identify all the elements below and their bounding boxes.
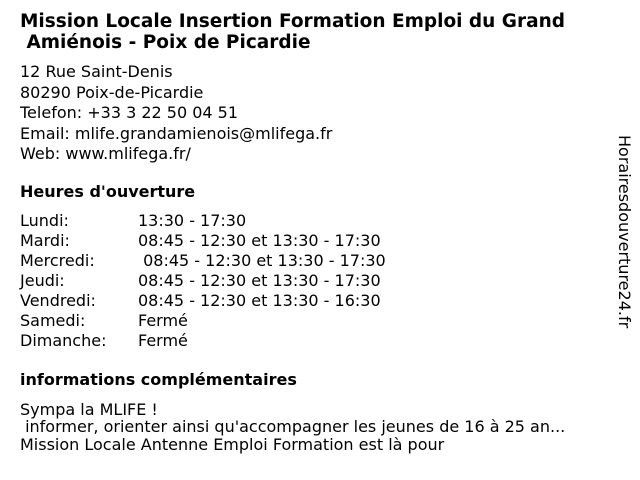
hours-row-lundi: [20, 211, 386, 231]
opening-hours-table: [20, 211, 386, 351]
day-hours: Fermé: [138, 330, 188, 350]
title-line-1: Mission Locale Insertion Formation Emploi du Grand: [20, 11, 565, 32]
day-hours: 08:45 - 12:30 et 13:30 - 17:30: [138, 230, 381, 250]
day-label: Mercredi:: [20, 250, 95, 270]
day-hours: 08:45 - 12:30 et 13:30 - 17:30: [138, 250, 386, 270]
day-hours: Fermé: [138, 310, 188, 330]
day-label: Dimanche:: [20, 330, 107, 350]
day-label: Vendredi:: [20, 290, 96, 310]
hours-row-samedi: [20, 311, 386, 331]
city-postcode: 80290 Poix-de-Picardie: [20, 82, 204, 102]
hours-row-mardi: [20, 231, 386, 251]
info-line-1: Sympa la MLIFE !: [20, 399, 158, 419]
phone-number: Telefon: +33 3 22 50 04 51: [20, 103, 239, 122]
info-line-2: informer, orienter ainsi qu'accompagner les jeunes de 16 à 25 an...: [20, 417, 566, 436]
site-watermark: Horairesdouverture24.fr: [615, 135, 634, 329]
day-label: Samedi:: [20, 310, 86, 330]
hours-row-jeudi: [20, 271, 386, 291]
hours-row-dimanche: [20, 331, 386, 351]
additional-info-text: [20, 401, 620, 454]
day-hours: 13:30 - 17:30: [138, 210, 247, 230]
page-title: [20, 11, 620, 53]
title-line-2: Amiénois - Poix de Picardie: [20, 32, 311, 53]
additional-info-heading: informations complémentaires: [20, 369, 297, 389]
day-label: Lundi:: [20, 210, 69, 230]
email-address: Email: mlife.grandamienois@mlifega.fr: [20, 123, 333, 143]
day-hours: 08:45 - 12:30 et 13:30 - 17:30: [138, 270, 381, 290]
website-url: Web: www.mlifega.fr/: [20, 144, 191, 163]
day-label: Jeudi:: [20, 270, 65, 290]
business-listing: [20, 11, 620, 453]
day-hours: 08:45 - 12:30 et 13:30 - 16:30: [138, 290, 381, 310]
street-address: 12 Rue Saint-Denis: [20, 62, 173, 81]
info-line-3: Mission Locale Antenne Emploi Formation est là pour: [20, 434, 445, 454]
hours-row-vendredi: [20, 291, 386, 311]
day-label: Mardi:: [20, 230, 70, 250]
opening-hours-heading: Heures d'ouverture: [20, 181, 196, 201]
hours-row-mercredi: [20, 251, 386, 271]
